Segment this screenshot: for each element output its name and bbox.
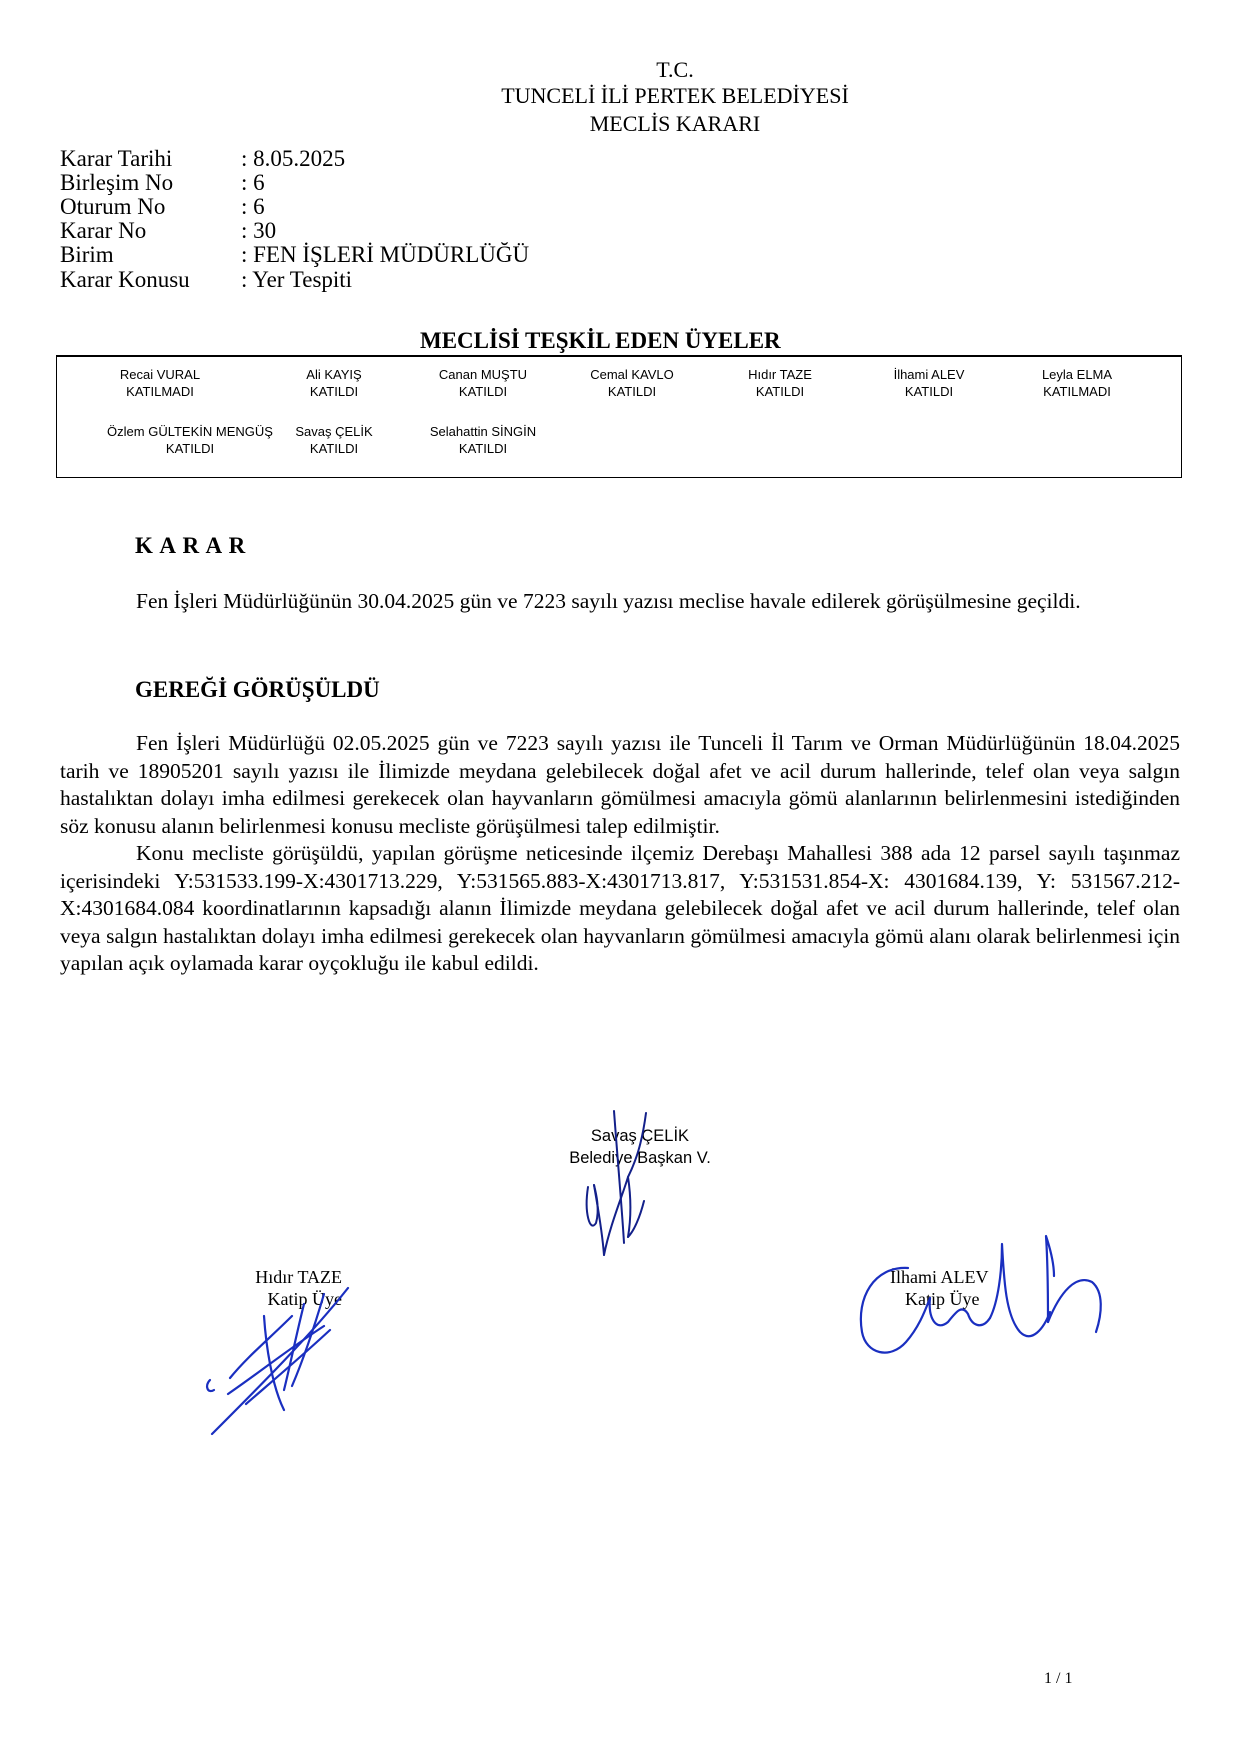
meta-value: : 8.05.2025 [241, 146, 346, 171]
meta-value: : 6 [241, 194, 265, 219]
meta-birlesim-no [60, 171, 265, 194]
member-name: Hıdır TAZE [748, 367, 812, 382]
meta-value: : FEN İŞLERİ MÜDÜRLÜĞÜ [241, 242, 530, 267]
member-item [547, 366, 717, 400]
signer-name: Hıdır TAZE [255, 1267, 342, 1287]
member-status: KATILDI [309, 441, 359, 456]
member-status: KATILDI [458, 384, 508, 399]
signature-clerk-left-scribble [200, 1286, 360, 1446]
member-name: Özlem GÜLTEKİN MENGÜŞ [107, 424, 273, 439]
member-item [992, 366, 1162, 400]
header-document-type: MECLİS KARARI [589, 111, 761, 136]
member-status: KATILDI [309, 384, 359, 399]
meta-label: Birim [60, 242, 114, 267]
meta-label: Birleşim No [60, 170, 174, 195]
meta-value: : Yer Tespiti [241, 267, 353, 292]
member-status: KATILDI [904, 384, 954, 399]
decision-body [60, 730, 1180, 978]
member-item [249, 366, 419, 400]
member-name: Canan MUŞTU [438, 367, 528, 382]
meta-value: : 30 [241, 218, 277, 243]
members-title: MECLİSİ TEŞKİL EDEN ÜYELER [420, 328, 781, 353]
meta-value: : 6 [241, 170, 265, 195]
member-name: Savaş ÇELİK [295, 424, 373, 439]
meta-karar-konusu [60, 268, 352, 291]
member-name: Leyla ELMA [1041, 367, 1113, 382]
member-item [844, 366, 1014, 400]
signer-name: İlhami ALEV [890, 1267, 989, 1287]
meta-karar-no [60, 219, 276, 242]
signature-clerk-right-scribble [850, 1232, 1110, 1382]
member-status: KATILDI [755, 384, 805, 399]
signature-president-scribble [570, 1105, 670, 1265]
members-box [56, 355, 1182, 478]
body-paragraph-1: Fen İşleri Müdürlüğü 02.05.2025 gün ve 7223 sayılı yazısı ile Tunceli İl Tarım ve Orman Müdürlüğünün 18.04.2025 tarih ve 18905201 sayılı yazısı ile İlimizde meydana gelebilecek doğal afet ve acil durum hallerinde, telef olan veya salgın hastalıktan dolayı imha edilmesi gerekecek olan hayvanların gömülmesi amacıyla gömü alanlarının belirlenmesini istediğinden söz konusu alanın belirlenmesi konusu mecliste görüşülmesi talep edilmiştir. [60, 731, 1180, 838]
member-status: KATILDI [165, 441, 215, 456]
signer-title: Katip Üye [905, 1289, 980, 1309]
karar-heading: K A R A R [135, 533, 247, 558]
member-item [249, 423, 419, 457]
member-name: Ali KAYIŞ [306, 367, 362, 382]
member-status: KATILDI [607, 384, 657, 399]
meta-label: Karar No [60, 218, 147, 243]
body-paragraph-2: Konu mecliste görüşüldü, yapılan görüşme neticesinde ilçemiz Derebaşı Mahallesi 388 ada 12 parsel sayılı taşınmaz içerisindeki Y:531533.199-X:4301713.229, Y:531565.883-X:4301713.817, Y:531531.854-X: 4301684.139, Y: 531567.212-X:4301684.084 koordinatlarının kapsadığı alanın İlimizde meydana gelebilecek doğal afet ve acil durum hallerinde, telef olan veya salgın hastalıktan dolayı imha edilmesi gerekecek olan hayvanların gömülmesi amacıyla gömü alanı olarak belirlenmesi için yapılan açık oylamada karar oyçokluğu ile kabul edildi. [60, 841, 1180, 975]
signer-title: Belediye Başkan V. [569, 1149, 711, 1167]
member-item [75, 366, 245, 400]
meta-karar-tarihi [60, 147, 345, 170]
meta-birim [60, 243, 529, 266]
member-item [398, 423, 568, 457]
member-name: Selahattin SİNGİN [429, 424, 537, 439]
page-number: 1 / 1 [1044, 1670, 1073, 1687]
signer-title: Katip Üye [267, 1289, 342, 1309]
header-tc: T.C. [656, 57, 694, 82]
member-name: Recai VURAL [119, 367, 201, 382]
member-name: İlhami ALEV [893, 367, 965, 382]
member-name: Cemal KAVLO [590, 367, 674, 382]
meta-label: Oturum No [60, 194, 166, 219]
member-status: KATILMADI [1043, 384, 1111, 399]
member-item [398, 366, 568, 400]
meta-label: Karar Tarihi [60, 146, 173, 171]
karar-paragraph [60, 588, 1180, 616]
gereg-heading: GEREĞİ GÖRÜŞÜLDÜ [135, 677, 380, 702]
signer-name: Savaş ÇELİK [590, 1127, 690, 1145]
header-municipality: TUNCELİ İLİ PERTEK BELEDİYESİ [501, 83, 849, 108]
member-status: KATILMADI [126, 384, 194, 399]
member-status: KATILDI [458, 441, 508, 456]
karar-text: Fen İşleri Müdürlüğünün 30.04.2025 gün ve 7223 sayılı yazısı meclise havale edilerek görüşülmesine geçildi. [136, 589, 1081, 613]
member-item [695, 366, 865, 400]
meta-oturum-no [60, 195, 265, 218]
meta-label: Karar Konusu [60, 267, 190, 292]
